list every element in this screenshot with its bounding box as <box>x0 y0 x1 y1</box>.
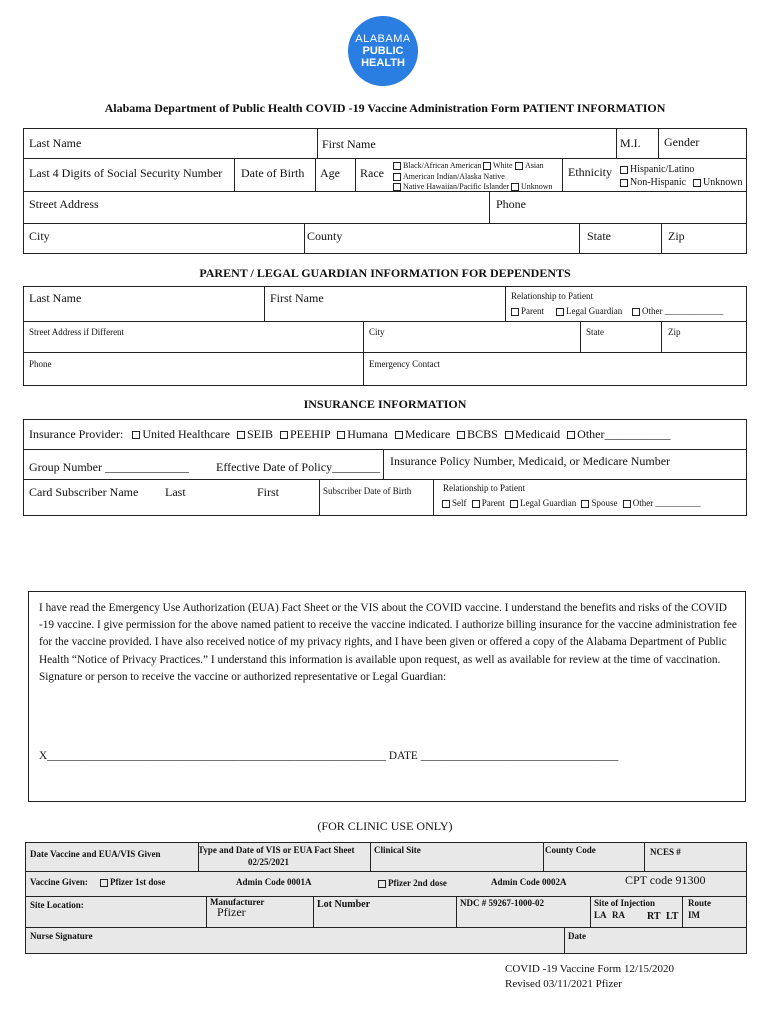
provider-option[interactable]: SEIB <box>237 427 273 441</box>
checkbox-icon[interactable] <box>556 308 564 316</box>
guardian-emergency-contact[interactable]: Emergency Contact <box>369 359 441 369</box>
subscriber-last[interactable]: Last <box>165 485 186 499</box>
race-option[interactable]: American Indian/Alaska Native <box>393 172 505 181</box>
checkbox-icon[interactable] <box>378 880 386 888</box>
route-im[interactable]: IM <box>688 910 700 920</box>
race-option[interactable]: Asian <box>515 161 544 170</box>
site-ra[interactable]: RA <box>612 910 625 920</box>
manufacturer-value: Pfizer <box>217 905 246 919</box>
site-location[interactable]: Site Location: <box>30 900 84 910</box>
provider-option[interactable]: United Healthcare <box>132 427 230 441</box>
insurance-rel-option[interactable]: Spouse <box>581 498 617 508</box>
clinic-date[interactable]: Date <box>568 931 586 941</box>
checkbox-icon[interactable] <box>567 431 575 439</box>
footer-version: COVID -19 Vaccine Form 12/15/2020 <box>505 963 675 975</box>
checkbox-icon[interactable] <box>442 500 450 508</box>
checkbox-icon[interactable] <box>280 431 288 439</box>
footer-revised: Revised 03/11/2021 Pfizer <box>505 978 622 990</box>
logo-line-2: PUBLIC <box>362 45 404 57</box>
group-number[interactable]: Group Number ______________ <box>29 460 189 474</box>
checkbox-icon[interactable] <box>623 500 631 508</box>
insurance-rel-option[interactable]: Self <box>442 498 467 508</box>
ndc-number: NDC # 59267-1000-02 <box>460 898 544 908</box>
race-option[interactable]: Native Hawaiian/Pacific Islander <box>393 182 509 191</box>
insurance-heading: INSURANCE INFORMATION <box>303 397 467 411</box>
checkbox-icon[interactable] <box>393 183 401 191</box>
checkbox-icon[interactable] <box>393 162 401 170</box>
effective-date[interactable]: Effective Date of Policy________ <box>216 460 381 474</box>
patient-county[interactable]: County <box>307 229 343 243</box>
patient-gender[interactable]: Gender <box>664 135 700 149</box>
logo-line-1: ALABAMA <box>355 33 411 45</box>
pfizer-1st-dose[interactable]: Pfizer 1st dose <box>100 877 165 887</box>
checkbox-icon[interactable] <box>393 173 401 181</box>
patient-dob[interactable]: Date of Birth <box>241 166 305 180</box>
checkbox-icon[interactable] <box>581 500 589 508</box>
checkbox-icon[interactable] <box>510 500 518 508</box>
guardian-rel-option[interactable]: Other _____________ <box>632 306 723 316</box>
insurance-provider-label: Insurance Provider: <box>29 427 124 441</box>
ethnicity-option[interactable]: Hispanic/Latino <box>620 164 694 175</box>
date-vaccine-given[interactable]: Date Vaccine and EUA/VIS Given <box>30 849 161 859</box>
route-label: Route <box>688 898 711 908</box>
signature-label: Signature or person to receive the vaccine or authorized representative or Legal Guardian: <box>39 670 447 683</box>
insurance-rel-option[interactable]: Legal Guardian <box>510 498 576 508</box>
provider-option[interactable]: Other___________ <box>567 427 670 441</box>
consent-box <box>28 591 746 802</box>
vaccine-given-label: Vaccine Given: <box>30 877 88 887</box>
patient-ethnicity-label: Ethnicity <box>568 165 612 179</box>
guardian-relationship-label: Relationship to Patient <box>511 291 593 301</box>
guardian-first-name[interactable]: First Name <box>270 291 324 305</box>
lot-number[interactable]: Lot Number <box>317 899 371 910</box>
checkbox-icon[interactable] <box>511 183 519 191</box>
patient-mi[interactable]: M.I. <box>620 136 641 150</box>
checkbox-icon[interactable] <box>337 431 345 439</box>
provider-option[interactable]: Medicare <box>395 427 450 441</box>
insurance-rel-options <box>442 498 701 508</box>
consent-date-line[interactable]: DATE ___________________________________ <box>388 750 619 762</box>
nurse-signature[interactable]: Nurse Signature <box>30 931 93 941</box>
checkbox-icon[interactable] <box>511 308 519 316</box>
checkbox-icon[interactable] <box>483 162 491 170</box>
guardian-phone[interactable]: Phone <box>29 359 52 369</box>
guardian-heading: PARENT / LEGAL GUARDIAN INFORMATION FOR DEPENDENTS <box>199 266 571 280</box>
guardian-table <box>23 286 747 386</box>
patient-first-name[interactable]: First Name <box>322 137 376 151</box>
insurance-rel-option[interactable]: Other __________ <box>623 498 701 508</box>
clinic-heading: (FOR CLINIC USE ONLY) <box>317 819 453 833</box>
patient-zip[interactable]: Zip <box>668 229 685 243</box>
cpt-code: CPT code 91300 <box>625 873 706 887</box>
patient-ssn4[interactable]: Last 4 Digits of Social Security Number <box>29 166 223 180</box>
site-of-injection-label: Site of Injection <box>594 898 655 908</box>
provider-option[interactable]: BCBS <box>457 427 498 441</box>
signature-line[interactable]: X____________________________________________________________ DATE ___________________________________ <box>39 750 619 762</box>
guardian-last-name[interactable]: Last Name <box>29 291 82 305</box>
checkbox-icon[interactable] <box>132 431 140 439</box>
form-title: Alabama Department of Public Health COVID -19 Vaccine Administration Form PATIENT INFORMATION <box>104 101 666 115</box>
vis-type: Type and Date of VIS or EUA Fact Sheet <box>198 845 355 855</box>
consent-text: I have read the Emergency Use Authorization (EUA) Fact Sheet or the VIS about the COVID vaccine. I understand the benefits and risks of the COVID -19 vaccine. I give permission for the above named patient to receive the vaccine indicated. I authorize billing insurance for the vaccine administration fee for the vaccine provided. I have also received notice of my privacy rights, and I have been given or offered a copy of the Alabama Department of Public Health “Notice of Privacy Practices.” I understand this information is available upon request, as well as available for review at the time of vaccination. Signature or person to receive the vaccine or authorized representative or Legal Guardian: <box>39 602 737 683</box>
guardian-state[interactable]: State <box>586 327 604 337</box>
race-option[interactable]: Black/African American <box>393 161 481 170</box>
checkbox-icon[interactable] <box>395 431 403 439</box>
patient-city[interactable]: City <box>29 229 50 243</box>
checkbox-icon[interactable] <box>100 879 108 887</box>
race-option[interactable]: Unknown <box>511 182 553 191</box>
patient-street[interactable]: Street Address <box>29 197 99 211</box>
guardian-rel-option[interactable]: Parent <box>511 306 544 316</box>
nces-number[interactable]: NCES # <box>650 847 681 857</box>
checkbox-icon[interactable] <box>457 431 465 439</box>
insurance-relationship-label: Relationship to Patient <box>443 483 525 493</box>
subscriber-first[interactable]: First <box>257 485 280 499</box>
provider-option[interactable]: Humana <box>337 427 388 441</box>
insurance-rel-option[interactable]: Parent <box>472 498 505 508</box>
checkbox-icon[interactable] <box>620 166 628 174</box>
insurance-provider-row <box>29 427 671 442</box>
logo-line-3: HEALTH <box>361 57 405 69</box>
provider-option[interactable]: PEEHIP <box>280 427 330 441</box>
clinical-site[interactable]: Clinical Site <box>374 845 421 855</box>
checkbox-icon[interactable] <box>632 308 640 316</box>
card-subscriber-name: Card Subscriber Name <box>29 485 139 499</box>
checkbox-icon[interactable] <box>515 162 523 170</box>
guardian-zip[interactable]: Zip <box>668 327 681 337</box>
site-lt[interactable]: LT <box>666 911 679 922</box>
county-code[interactable]: County Code <box>545 845 596 855</box>
admin-code-2: Admin Code 0002A <box>491 877 567 887</box>
policy-number[interactable]: Insurance Policy Number, Medicaid, or Medicare Number <box>390 454 671 468</box>
site-la[interactable]: LA <box>594 910 607 920</box>
patient-age[interactable]: Age <box>320 166 340 180</box>
admin-code-1: Admin Code 0001A <box>236 877 312 887</box>
adph-logo <box>348 16 418 86</box>
guardian-city[interactable]: City <box>369 327 385 337</box>
patient-last-name[interactable]: Last Name <box>29 136 82 150</box>
pfizer-2nd-dose[interactable]: Pfizer 2nd dose <box>378 878 447 888</box>
patient-state[interactable]: State <box>587 229 611 243</box>
checkbox-icon[interactable] <box>472 500 480 508</box>
patient-race-label: Race <box>360 166 384 180</box>
subscriber-dob[interactable]: Subscriber Date of Birth <box>323 486 412 496</box>
manufacturer-label: Manufacturer <box>210 897 265 907</box>
patient-phone[interactable]: Phone <box>496 197 526 211</box>
guardian-rel-option[interactable]: Legal Guardian <box>556 306 622 316</box>
guardian-street[interactable]: Street Address if Different <box>29 327 125 337</box>
checkbox-icon[interactable] <box>505 431 513 439</box>
provider-option[interactable]: Medicaid <box>505 427 560 441</box>
site-rt[interactable]: RT <box>647 911 661 922</box>
race-option[interactable]: White <box>483 161 513 170</box>
checkbox-icon[interactable] <box>693 179 701 187</box>
ethnicity-option[interactable]: Unknown <box>693 177 742 188</box>
checkbox-icon[interactable] <box>620 179 628 187</box>
vis-date: 02/25/2021 <box>248 857 290 867</box>
ethnicity-option[interactable]: Non-Hispanic <box>620 177 686 188</box>
checkbox-icon[interactable] <box>237 431 245 439</box>
